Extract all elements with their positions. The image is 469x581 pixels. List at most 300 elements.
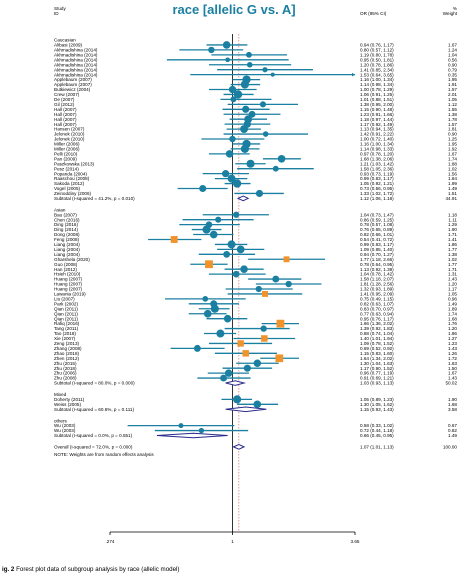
study-ci-text: 1.00 (0.78, 1.29) bbox=[360, 87, 394, 93]
point-estimate-dot bbox=[285, 281, 291, 287]
point-estimate-dot bbox=[260, 101, 266, 107]
study-weight: 0.35 bbox=[448, 72, 457, 78]
point-estimate-dot bbox=[208, 47, 214, 53]
overall-weight: 100.00 bbox=[442, 444, 457, 450]
point-estimate-square bbox=[205, 260, 213, 268]
study-weight: 0.79 bbox=[448, 67, 457, 73]
x-tick-label: .274 bbox=[105, 539, 115, 544]
point-estimate-dot bbox=[240, 265, 248, 273]
x-tick-label: 3.65 bbox=[350, 539, 360, 544]
study-label: Lawania (2019) bbox=[54, 291, 86, 297]
study-ci-text: 0.75 (0.49, 1.15) bbox=[360, 296, 394, 302]
point-estimate-dot bbox=[204, 310, 212, 318]
point-estimate-square bbox=[261, 335, 268, 342]
figure-caption bbox=[2, 566, 179, 573]
study-weight: 1.27 bbox=[448, 336, 457, 342]
point-estimate-dot bbox=[215, 217, 221, 223]
study-weight: 1.29 bbox=[448, 222, 457, 228]
study-label: Zhu (2008) bbox=[54, 375, 77, 381]
study-weight: 1.68 bbox=[448, 316, 457, 322]
study-weight: 1.51 bbox=[448, 191, 457, 197]
study-weight: 1.43 bbox=[448, 345, 457, 351]
study-weight: 1.71 bbox=[448, 232, 457, 238]
point-estimate-dot bbox=[263, 131, 269, 137]
study-weight: 1.81 bbox=[448, 126, 457, 132]
study-ci-text: 1.66 (1.36, 2.02) bbox=[360, 321, 394, 327]
study-ci-text: 1.04 (0.73, 1.47) bbox=[360, 212, 394, 218]
point-estimate-dot bbox=[271, 73, 275, 77]
study-label: Liang (2004) bbox=[54, 251, 80, 257]
study-label: Pesz (2014) bbox=[54, 166, 79, 172]
study-label: Rafiq (2016) bbox=[54, 321, 80, 327]
subgroup-label: others bbox=[54, 418, 67, 424]
study-ci-text: 1.01 (0.88, 1.51) bbox=[360, 97, 394, 102]
study-label: Feng (2008) bbox=[54, 237, 80, 243]
study-weight: 1.95 bbox=[448, 77, 457, 83]
study-label: Hall (2007) bbox=[54, 111, 77, 117]
study-label: Huang (2007) bbox=[54, 281, 83, 287]
study-ci-text: 1.20 (0.78, 1.86) bbox=[360, 62, 394, 68]
point-estimate-dot bbox=[233, 395, 241, 403]
study-label: Hall (2007) bbox=[54, 121, 77, 127]
study-weight: 1.86 bbox=[448, 242, 457, 248]
point-estimate-square bbox=[284, 256, 290, 262]
overall-label: Overall (I-squared = 72.0%, p = 0.000) bbox=[54, 444, 133, 450]
study-label: Guo (2008) bbox=[54, 261, 78, 267]
x-tick-label: 1 bbox=[231, 539, 234, 544]
point-estimate-square bbox=[275, 354, 283, 362]
study-weight: 1.77 bbox=[448, 246, 457, 252]
study-weight: 1.99 bbox=[448, 181, 457, 187]
study-label: Raaschou (2008) bbox=[54, 176, 90, 182]
point-estimate-dot bbox=[216, 330, 224, 338]
study-label: Xie (2007) bbox=[54, 336, 76, 342]
study-weight: 1.49 bbox=[448, 301, 457, 307]
study-ci-text: 0.99 (0.83, 1.17) bbox=[360, 176, 394, 182]
study-label: Zeinoddiny (2006) bbox=[54, 191, 92, 197]
point-estimate-dot bbox=[273, 166, 279, 172]
subgroup-label: Caucasian bbox=[54, 37, 76, 43]
study-ci-text: 1.38 (0.95, 2.00) bbox=[360, 101, 394, 107]
study-weight: 1.91 bbox=[448, 82, 457, 88]
study-weight: 1.78 bbox=[448, 116, 457, 122]
study-ci-text: 0.78 (0.64, 0.95) bbox=[360, 261, 394, 267]
or-ci-header: OR (95% CI) bbox=[360, 11, 387, 16]
study-ci-text: 0.72 (0.44, 1.18) bbox=[360, 428, 394, 434]
study-weight: 1.67 bbox=[448, 370, 457, 376]
study-ci-text: 1.17 (0.90, 1.52) bbox=[360, 365, 394, 371]
study-ci-text: 1.77 (1.18, 2.66) bbox=[360, 256, 394, 262]
study-ci-text: 1.14 (0.98, 1.34) bbox=[360, 82, 394, 88]
study-weight: 1.77 bbox=[448, 261, 457, 267]
study-label: Qian (2011) bbox=[54, 316, 78, 322]
point-estimate-square bbox=[262, 291, 268, 297]
study-label: Akhmadishina (2014) bbox=[54, 67, 98, 73]
chart-title: race [allelic G vs. A] bbox=[172, 2, 296, 17]
subtotal-weight: 1.49 bbox=[448, 433, 457, 439]
study-ci-text: 1.04 (0.78, 1.42) bbox=[360, 271, 394, 277]
study-ci-text: 1.39 (0.92, 1.83) bbox=[360, 326, 394, 332]
subtotal-diamond bbox=[157, 433, 228, 438]
study-weight: 1.56 bbox=[448, 171, 457, 177]
study-label: Han (2012) bbox=[54, 266, 77, 272]
point-estimate-square bbox=[242, 350, 248, 356]
subtotal-weight: 3.58 bbox=[448, 406, 457, 412]
study-ci-text: 1.16 (1.00, 1.34) bbox=[360, 77, 394, 83]
study-weight: 0.90 bbox=[448, 131, 457, 137]
study-label: Alibasi (2009) bbox=[54, 42, 83, 48]
study-ci-text: 1.41 (0.85, 2.34) bbox=[360, 67, 394, 73]
study-label: Pan (2009) bbox=[54, 156, 77, 162]
point-estimate-dot bbox=[233, 212, 239, 218]
study-label: Vogel (2005) bbox=[54, 186, 81, 192]
study-ci-text: 1.32 (0.93, 1.89) bbox=[360, 286, 394, 292]
study-ci-text: 0.78 (0.57, 1.08) bbox=[360, 222, 394, 228]
study-label: Weiss (2005) bbox=[54, 401, 81, 407]
study-label: Bau (2007) bbox=[54, 212, 77, 218]
percent-header: % bbox=[452, 6, 457, 11]
study-ci-text: 1.53 (0.64, 3.65) bbox=[360, 72, 394, 78]
study-ci-text: 0.76 (0.65, 0.89) bbox=[360, 227, 394, 233]
study-ci-text: 1.05 (0.92, 1.21) bbox=[360, 181, 394, 187]
study-ci-text: 0.95 (0.76, 1.17) bbox=[360, 316, 394, 322]
study-ci-text: 0.54 (0.41, 0.72) bbox=[360, 237, 394, 243]
study-ci-text: 1.16 (1.00, 1.34) bbox=[360, 141, 394, 147]
study-label: Hall (2007) bbox=[54, 116, 77, 122]
study-ci-text: 0.86 (0.59, 1.25) bbox=[360, 217, 394, 223]
study-label: Chen (2016) bbox=[54, 217, 80, 223]
point-estimate-dot bbox=[241, 80, 249, 88]
point-estimate-dot bbox=[199, 428, 204, 433]
point-estimate-dot bbox=[224, 315, 232, 323]
point-estimate-dot bbox=[256, 286, 262, 292]
study-label: Tang (2011) bbox=[54, 326, 79, 332]
study-ci-text: 1.68 (1.38, 2.06) bbox=[360, 156, 394, 162]
study-ci-text: 0.77 (0.63, 0.94) bbox=[360, 311, 394, 317]
study-weight: 1.20 bbox=[448, 326, 457, 332]
study-label: Hansen (2007) bbox=[54, 126, 85, 132]
study-label: Gharshela (2020) bbox=[54, 256, 90, 262]
study-label: Liang (2004) bbox=[54, 242, 80, 248]
study-label: Miller (2006) bbox=[54, 141, 80, 147]
point-estimate-dot bbox=[278, 155, 286, 163]
study-label: Paszkowska (2013) bbox=[54, 161, 95, 167]
study-ci-text: 1.64 (1.34, 2.02) bbox=[360, 355, 394, 361]
study-ci-text: 1.17 (0.92, 1.49) bbox=[360, 121, 394, 127]
point-estimate-square bbox=[171, 236, 178, 243]
study-label: Zhen (2012) bbox=[54, 355, 80, 361]
study-label: Miller (2006) bbox=[54, 146, 80, 152]
study-ci-text: 1.21 (1.03, 1.42) bbox=[360, 161, 394, 167]
point-estimate-dot bbox=[272, 276, 279, 283]
point-estimate-dot bbox=[202, 226, 210, 234]
study-weight: 1.90 bbox=[448, 396, 457, 402]
subtotal-ci-text: 1.03 (0.93, 1.13) bbox=[360, 380, 394, 386]
point-estimate-dot bbox=[211, 305, 219, 313]
point-estimate-dot bbox=[242, 106, 249, 113]
point-estimate-dot bbox=[220, 375, 227, 382]
study-label: Wu (2003) bbox=[54, 423, 76, 429]
study-label: Zhu (2015) bbox=[54, 360, 77, 366]
point-estimate-dot bbox=[225, 57, 230, 62]
study-ci-text: 1.14 (0.98, 1.33) bbox=[360, 146, 394, 152]
study-weight: 1.67 bbox=[448, 151, 457, 157]
study-ci-text: 0.73 (0.56, 0.95) bbox=[360, 186, 394, 192]
study-label: Huang (2007) bbox=[54, 286, 83, 292]
study-weight: 1.95 bbox=[448, 141, 457, 147]
study-ci-text: 1.40 (1.01, 1.94) bbox=[360, 336, 394, 342]
study-label: Jelonek (2010) bbox=[54, 136, 85, 142]
study-ci-text: 0.95 (0.50, 1.81) bbox=[360, 57, 394, 63]
point-estimate-dot bbox=[247, 62, 253, 68]
point-estimate-dot bbox=[260, 325, 266, 331]
point-estimate-dot bbox=[240, 125, 248, 133]
subtotal-diamond bbox=[226, 381, 244, 386]
study-label: Tao (2018) bbox=[54, 331, 76, 337]
ci-arrow bbox=[352, 73, 355, 77]
study-label: Butkiewicz (2004) bbox=[54, 87, 91, 93]
study-weight: 1.86 bbox=[448, 331, 457, 337]
study-weight: 1.92 bbox=[448, 146, 457, 152]
subtotal-label: Subtotal (I-squared = 60.6%, p = 0.111) bbox=[54, 406, 135, 412]
figure-caption-text: Forest plot data of subgroup analysis by race (allelic model) bbox=[14, 566, 180, 573]
study-weight: 1.43 bbox=[448, 276, 457, 282]
study-ci-text: 1.09 (0.78, 1.52) bbox=[360, 341, 394, 347]
study-label: Zeng (2013) bbox=[54, 341, 80, 347]
study-weight: 1.26 bbox=[448, 350, 457, 356]
study-label: Akhmadishina (2014) bbox=[54, 52, 98, 58]
study-label: Dong (2008) bbox=[54, 232, 80, 238]
study-label: Qian (2011) bbox=[54, 311, 78, 317]
study-label: Hall (2007) bbox=[54, 106, 77, 112]
overall-ci-text: 1.07 (1.01, 1.13) bbox=[360, 444, 394, 450]
point-estimate-dot bbox=[199, 185, 206, 192]
study-weight: 1.05 bbox=[448, 97, 457, 102]
study-ci-text: 1.41 (0.95, 2.09) bbox=[360, 291, 394, 297]
study-weight: 1.76 bbox=[448, 321, 457, 327]
study-ci-text: 0.83 (0.70, 0.97) bbox=[360, 306, 394, 312]
subtotal-ci-text: 0.66 (0.45, 0.95) bbox=[360, 433, 394, 439]
study-weight: 1.90 bbox=[448, 227, 457, 233]
study-label: Ding (2016) bbox=[54, 222, 79, 228]
study-label: Gil (2012) bbox=[54, 101, 75, 107]
point-estimate-dot bbox=[178, 423, 183, 428]
study-ci-text: 0.94 (0.76, 1.17) bbox=[360, 42, 394, 48]
study-weight: 1.02 bbox=[448, 256, 457, 262]
study-ci-text: 1.30 (1.05, 1.62) bbox=[360, 401, 394, 407]
study-weight: 1.71 bbox=[448, 266, 457, 272]
point-estimate-dot bbox=[233, 179, 241, 187]
subtotal-diamond bbox=[226, 407, 267, 412]
subtotal-label: Subtotal (I-squared = 80.0%, p = 0.000) bbox=[54, 380, 135, 386]
study-weight: 1.50 bbox=[448, 365, 457, 371]
study-weight: 1.23 bbox=[448, 341, 457, 347]
point-estimate-dot bbox=[194, 345, 201, 352]
study-ci-text: 0.96 (0.77, 1.19) bbox=[360, 370, 394, 376]
study-label: Liu (2007) bbox=[54, 296, 75, 302]
study-ci-text: 1.09 (0.85, 1.40) bbox=[360, 246, 394, 252]
point-estimate-dot bbox=[256, 190, 263, 197]
study-label: Hsieh (2010) bbox=[54, 271, 81, 277]
point-estimate-dot bbox=[222, 170, 229, 177]
study-ci-text: 1.15 (0.83, 1.60) bbox=[360, 350, 394, 356]
study-label: Doherty (2011) bbox=[54, 396, 85, 402]
point-estimate-dot bbox=[210, 231, 218, 239]
point-estimate-dot bbox=[237, 245, 245, 253]
study-ci-text: 1.19 (0.80, 1.78) bbox=[360, 52, 394, 58]
study-header: Study bbox=[54, 6, 66, 11]
study-ci-text: 0.99 (0.83, 1.17) bbox=[360, 242, 394, 248]
subtotal-weight: 50.02 bbox=[445, 380, 457, 386]
point-estimate-dot bbox=[223, 251, 230, 258]
id-header: ID bbox=[54, 11, 59, 16]
study-weight: 1.02 bbox=[448, 166, 457, 172]
study-label: Akhmadishina (2014) bbox=[54, 62, 98, 68]
study-label: Akhmadishina (2014) bbox=[54, 47, 98, 53]
study-label: Zhang (2008) bbox=[54, 345, 82, 351]
study-weight: 1.68 bbox=[448, 401, 457, 407]
study-label: Ding (2014) bbox=[54, 227, 79, 233]
study-label: Applebaum (2007) bbox=[54, 77, 92, 83]
study-ci-text: 1.23 (0.91, 1.66) bbox=[360, 111, 394, 117]
subgroup-label: Asian bbox=[54, 207, 66, 213]
study-weight: 0.82 bbox=[448, 428, 457, 434]
study-weight: 1.31 bbox=[448, 271, 457, 277]
point-estimate-dot bbox=[246, 160, 254, 168]
overall-diamond bbox=[233, 445, 244, 450]
study-ci-text: 1.33 (1.02, 1.72) bbox=[360, 191, 394, 197]
study-weight: 1.12 bbox=[448, 101, 457, 107]
study-weight: 1.05 bbox=[448, 291, 457, 297]
subtotal-ci-text: 1.15 (0.93, 1.43) bbox=[360, 406, 394, 412]
study-weight: 1.43 bbox=[448, 375, 457, 381]
study-label: Park (2002) bbox=[54, 301, 79, 307]
study-label: Crew (2007) bbox=[54, 92, 80, 98]
subtotal-weight: 44.91 bbox=[445, 196, 457, 201]
study-label: De (2007) bbox=[54, 97, 75, 102]
study-weight: 1.38 bbox=[448, 111, 457, 117]
study-label: Zhu (2006) bbox=[54, 370, 77, 376]
point-estimate-dot bbox=[226, 150, 234, 158]
study-weight: 1.17 bbox=[448, 286, 457, 292]
study-weight: 1.74 bbox=[448, 311, 457, 317]
study-ci-text: 1.05 (0.89, 1.23) bbox=[360, 396, 394, 402]
study-ci-text: 0.82 (0.66, 1.01) bbox=[360, 232, 394, 238]
study-ci-text: 0.82 (0.63, 1.07) bbox=[360, 301, 394, 307]
study-label: Akhmadishina (2014) bbox=[54, 72, 98, 78]
study-weight: 1.25 bbox=[448, 136, 457, 142]
footnote: NOTE: Weights are from random effects analysis bbox=[54, 451, 154, 457]
study-label: Zhao (2018) bbox=[54, 350, 80, 356]
study-weight: 1.88 bbox=[448, 161, 457, 167]
study-ci-text: 0.91 (0.69, 1.21) bbox=[360, 375, 394, 381]
study-ci-text: 1.30 (1.04, 1.63) bbox=[360, 360, 394, 366]
study-label: Akhmadishina (2014) bbox=[54, 57, 98, 63]
study-weight: 1.24 bbox=[448, 47, 457, 53]
study-ci-text: 0.58 (0.33, 1.02) bbox=[360, 423, 394, 429]
study-weight: 1.20 bbox=[448, 281, 457, 287]
subtotal-diamond bbox=[238, 196, 248, 201]
study-label: Pelli (2010) bbox=[54, 151, 78, 157]
point-estimate-dot bbox=[246, 52, 252, 58]
subtotal-label: Subtotal (I-squared = 0.0%, p = 0.551) bbox=[54, 433, 133, 439]
study-weight: 1.63 bbox=[448, 360, 457, 366]
study-ci-text: 0.69 (0.52, 0.92) bbox=[360, 345, 394, 351]
study-weight: 1.74 bbox=[448, 156, 457, 162]
study-ci-text: 1.00 (0.72, 1.40) bbox=[360, 136, 394, 142]
figure-number: ig. 2 bbox=[2, 566, 15, 573]
point-estimate-dot bbox=[254, 360, 261, 367]
study-ci-text: 1.18 (0.97, 1.44) bbox=[360, 116, 394, 122]
study-label: Huang (2007) bbox=[54, 276, 83, 282]
point-estimate-dot bbox=[229, 136, 235, 142]
study-label: Popanda (2004) bbox=[54, 171, 87, 177]
study-weight: 1.11 bbox=[448, 217, 457, 223]
study-ci-text: 0.88 (0.74, 1.04) bbox=[360, 331, 394, 337]
study-weight: 1.18 bbox=[448, 212, 457, 218]
study-ci-text: 0.93 (0.73, 1.19) bbox=[360, 171, 394, 177]
study-weight: 1.55 bbox=[448, 106, 457, 112]
point-estimate-dot bbox=[233, 271, 240, 278]
point-estimate-dot bbox=[241, 145, 249, 153]
study-label: Jelonek (2010) bbox=[54, 131, 85, 137]
study-weight: 0.96 bbox=[448, 296, 457, 302]
study-weight: 2.01 bbox=[448, 92, 457, 98]
study-weight: 1.41 bbox=[448, 237, 457, 243]
point-estimate-square bbox=[237, 340, 243, 346]
study-weight: 1.38 bbox=[448, 251, 457, 257]
subgroup-label: Mixed bbox=[54, 392, 67, 398]
study-label: Qian (2011) bbox=[54, 306, 78, 312]
subtotal-label: Subtotal (I-squared = 41.2%, p = 0.010) bbox=[54, 196, 135, 201]
point-estimate-square bbox=[277, 320, 285, 328]
study-weight: 1.72 bbox=[448, 355, 457, 361]
study-weight: 1.04 bbox=[448, 52, 457, 58]
point-estimate-dot bbox=[228, 240, 236, 248]
point-estimate-dot bbox=[262, 67, 267, 72]
study-ci-text: 0.80 (0.57, 1.12) bbox=[360, 47, 394, 53]
study-weight: 1.67 bbox=[448, 42, 457, 48]
weight-header: Weight bbox=[442, 11, 457, 16]
study-weight: 1.89 bbox=[448, 306, 457, 312]
study-ci-text: 1.13 (0.92, 1.39) bbox=[360, 266, 394, 272]
study-label: Zhu (2018) bbox=[54, 365, 77, 371]
study-weight: 1.57 bbox=[448, 87, 457, 93]
study-ci-text: 0.94 (0.70, 1.27) bbox=[360, 251, 394, 257]
study-ci-text: 1.06 (0.91, 1.25) bbox=[360, 92, 394, 98]
study-label: Liang (2004) bbox=[54, 246, 80, 252]
point-estimate-dot bbox=[254, 401, 262, 409]
point-estimate-dot bbox=[244, 365, 251, 372]
study-label: Wu (2003) bbox=[54, 428, 76, 434]
study-weight: 1.49 bbox=[448, 186, 457, 192]
study-weight: 0.56 bbox=[448, 57, 457, 63]
study-ci-text: 1.15 (0.90, 1.48) bbox=[360, 106, 394, 112]
study-label: Sakoda (2012) bbox=[54, 181, 85, 187]
study-ci-text: 1.13 (0.94, 1.35) bbox=[360, 126, 394, 132]
point-estimate-dot bbox=[202, 296, 208, 302]
study-ci-text: 1.58 (1.18, 2.07) bbox=[360, 276, 394, 282]
point-estimate-dot bbox=[223, 41, 231, 49]
study-weight: 0.90 bbox=[448, 62, 457, 68]
subtotal-ci-text: 1.12 (1.06, 1.18) bbox=[360, 196, 394, 201]
study-weight: 1.84 bbox=[448, 176, 457, 182]
point-estimate-dot bbox=[230, 96, 236, 102]
study-ci-text: 1.81 (1.28, 2.56) bbox=[360, 281, 394, 287]
study-weight: 1.57 bbox=[448, 121, 457, 127]
study-weight: 0.67 bbox=[448, 423, 457, 429]
study-ci-text: 1.58 (1.05, 2.36) bbox=[360, 166, 394, 172]
